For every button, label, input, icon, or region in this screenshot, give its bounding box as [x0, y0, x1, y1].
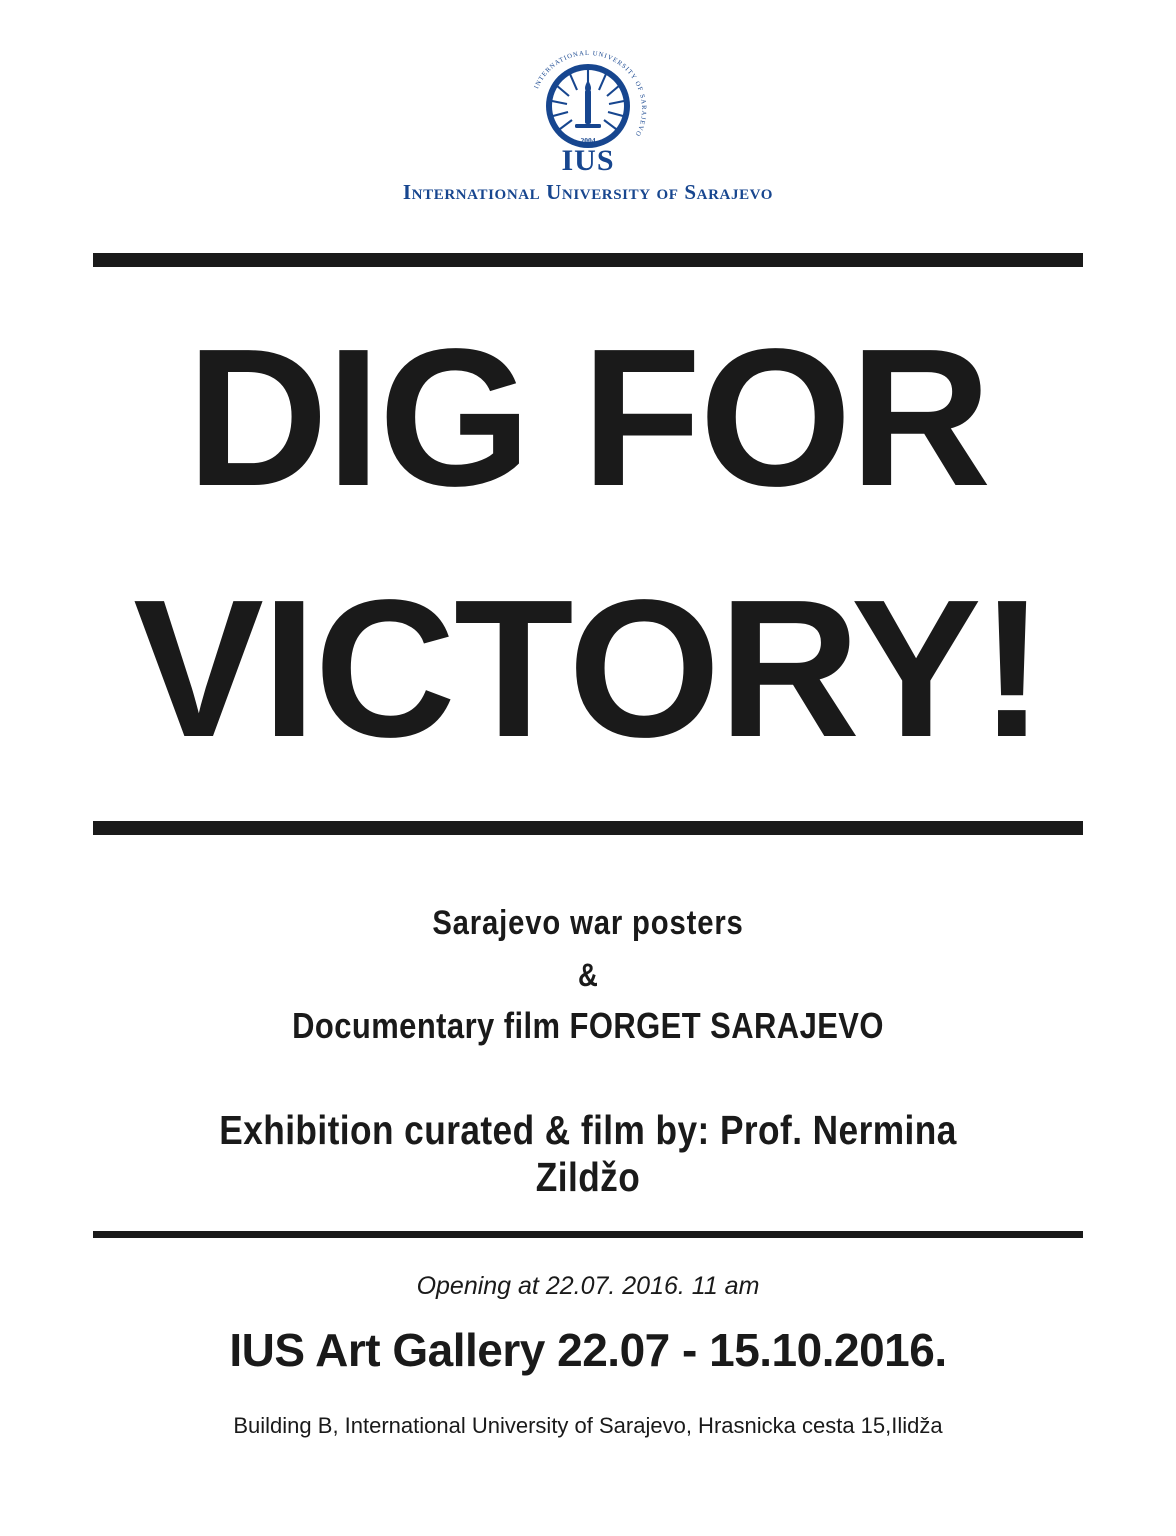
divider-middle	[93, 821, 1083, 835]
venue-address: Building B, International University of Sarajevo, Hrasnicka cesta 15,Ilidža	[233, 1413, 943, 1439]
curator-credit: Exhibition curated & film by: Prof. Nermina Zildžo	[219, 1107, 957, 1201]
svg-text:INTERNATIONAL UNIVERSITY OF SA: INTERNATIONAL UNIVERSITY OF SARAJEVO	[533, 49, 648, 138]
ampersand: &	[578, 956, 598, 993]
headline-line-2: VICTORY!	[133, 558, 1043, 778]
poster-headline	[93, 293, 1083, 795]
opening-time: Opening at 22.07. 2016. 11 am	[416, 1272, 760, 1301]
svg-text:2004: 2004	[580, 136, 596, 145]
svg-text:IUS: IUS	[561, 144, 615, 174]
headline-line-1: DIG FOR	[186, 308, 990, 527]
divider-top	[93, 253, 1083, 267]
logo-block	[403, 44, 773, 205]
subtitle-secondary: Documentary film FORGET SARAJEVO	[292, 1004, 884, 1046]
logo-caption: International University of Sarajevo	[402, 180, 774, 204]
poster-footer	[93, 1272, 1083, 1439]
exhibition-info	[93, 901, 1083, 1201]
divider-bottom	[93, 1231, 1083, 1238]
venue-and-dates: IUS Art Gallery 22.07 - 15.10.2016.	[229, 1324, 947, 1377]
subtitle-primary: Sarajevo war posters	[432, 903, 744, 942]
ius-sunburst-logo-icon	[523, 44, 653, 174]
